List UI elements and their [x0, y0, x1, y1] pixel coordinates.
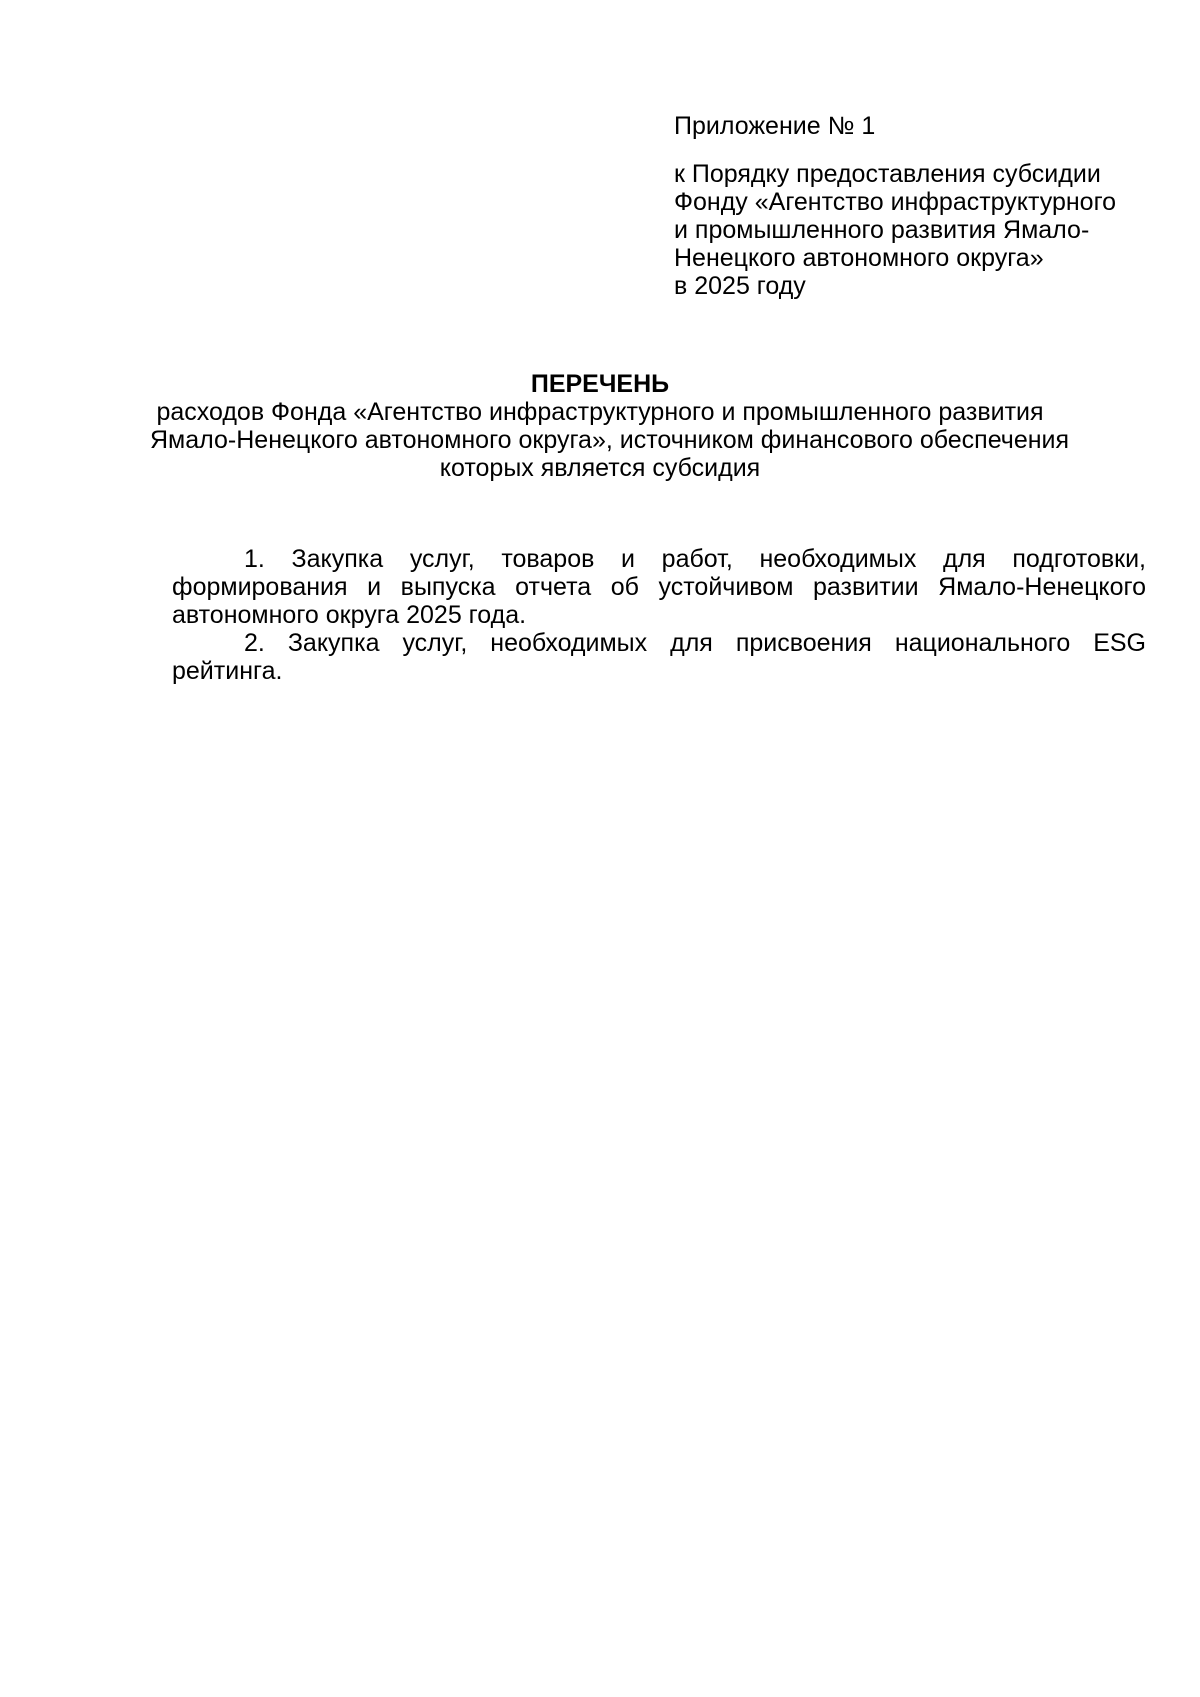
subtitle-line: расходов Фонда «Агентство инфраструктурного и промышленного развития: [156, 398, 1044, 426]
appendix-reference-line: к Порядку предоставления субсидии: [674, 160, 1101, 188]
subtitle-line: Ямало-Ненецкого автономного округа», источником финансового обеспечения: [150, 426, 1070, 454]
subtitle-line: которых является субсидия: [439, 454, 761, 482]
document-title: ПЕРЕЧЕНЬ: [530, 370, 670, 398]
document-subtitle: [150, 398, 1070, 482]
expense-list: [172, 545, 1146, 685]
list-item: [172, 629, 1146, 685]
list-item: [172, 545, 1146, 629]
appendix-reference-line: в 2025 году: [674, 272, 806, 300]
appendix-number: Приложение № 1: [674, 112, 876, 140]
appendix-header: [674, 112, 1144, 300]
document-heading: [150, 370, 1070, 482]
appendix-reference-line: Фонду «Агентство инфраструктурного: [674, 188, 1117, 216]
list-item-line: 1. Закупка услуг, товаров и работ, необходимых для подготовки,: [244, 545, 1146, 573]
list-item-line: автономного округа 2025 года.: [172, 601, 527, 629]
appendix-reference-line: Ненецкого автономного округа»: [674, 244, 1044, 272]
list-item-line: 2. Закупка услуг, необходимых для присвоения национального ESG: [244, 629, 1146, 657]
list-item-line: формирования и выпуска отчета об устойчивом развитии Ямало-Ненецкого: [172, 573, 1146, 601]
appendix-reference-line: и промышленного развития Ямало-: [674, 216, 1090, 244]
appendix-reference: [674, 160, 1144, 300]
list-item-line: рейтинга.: [172, 657, 283, 685]
